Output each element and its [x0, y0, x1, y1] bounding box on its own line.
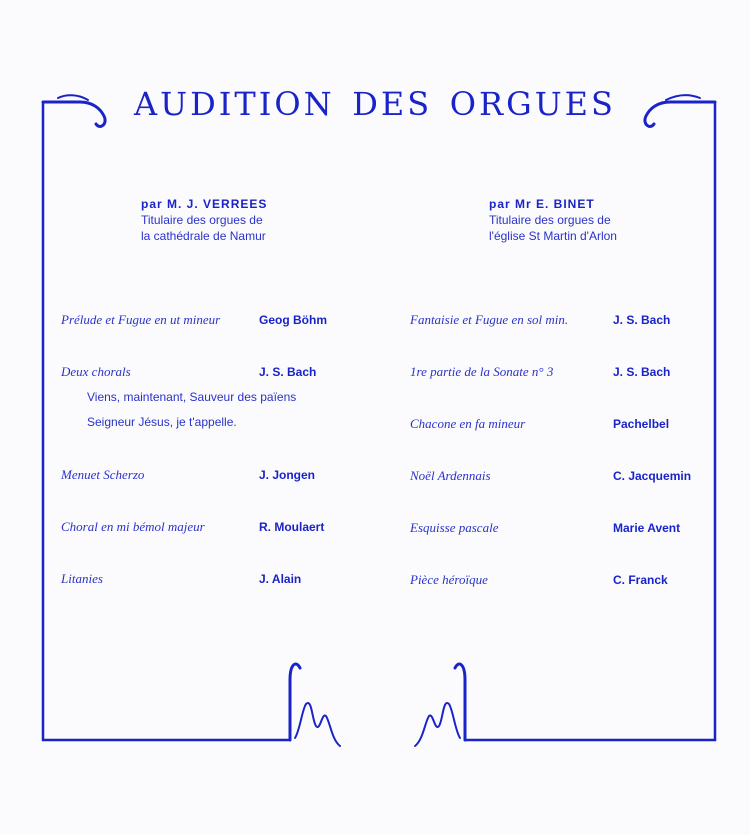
- program-right-piece-1: Fantaisie et Fugue en sol min.: [410, 312, 569, 327]
- program-right-piece-6: Pièce héroïque: [410, 572, 488, 587]
- program-left-piece-3: Menuet Scherzo: [61, 467, 145, 482]
- program-left-composer-1: Geog Böhm: [259, 313, 327, 327]
- performer-left-name: par M. J. VERREES: [141, 197, 268, 211]
- program-right-composer-1: J. S. Bach: [613, 313, 671, 327]
- program-left-composer-4: R. Moulaert: [259, 520, 325, 534]
- performer-left-line1: Titulaire des orgues de: [141, 213, 263, 227]
- performer-right-name: par Mr E. BINET: [489, 197, 595, 211]
- program-left-composer-5: J. Alain: [259, 572, 302, 586]
- program-right-piece-5: Esquisse pascale: [410, 520, 499, 535]
- program-right-piece-3: Chacone en fa mineur: [410, 416, 526, 431]
- program-left-piece-5: Litanies: [61, 571, 103, 586]
- program-left-piece-4: Choral en mi bémol majeur: [61, 519, 205, 534]
- program-left-piece-2: Deux chorals: [61, 364, 131, 379]
- program-right-composer-3: Pachelbel: [613, 417, 670, 431]
- page-title: audition des orgues: [134, 72, 616, 126]
- program-right-composer-5: Marie Avent: [613, 521, 681, 535]
- choral-2: Seigneur Jésus, je t'appelle.: [87, 415, 237, 429]
- program-left-piece-1: Prélude et Fugue en ut mineur: [61, 312, 221, 327]
- performer-right: [489, 196, 617, 244]
- program-right-piece-4: Noël Ardennais: [410, 468, 491, 483]
- performer-left: [141, 196, 267, 244]
- program-left-composer-3: J. Jongen: [259, 468, 316, 482]
- performer-right-line1: Titulaire des orgues de: [489, 213, 611, 227]
- performer-right-line2: l'église St Martin d'Arlon: [489, 229, 617, 243]
- program-right-composer-4: C. Jacquemin: [613, 469, 692, 483]
- program-right-composer-6: C. Franck: [613, 573, 668, 587]
- performer-left-line2: la cathédrale de Namur: [141, 229, 266, 243]
- program-right-composer-2: J. S. Bach: [613, 365, 671, 379]
- choral-1: Viens, maintenant, Sauveur des païens: [87, 390, 297, 404]
- program-left-composer-2: J. S. Bach: [259, 365, 317, 379]
- program-right-piece-2: 1re partie de la Sonate n° 3: [410, 364, 554, 379]
